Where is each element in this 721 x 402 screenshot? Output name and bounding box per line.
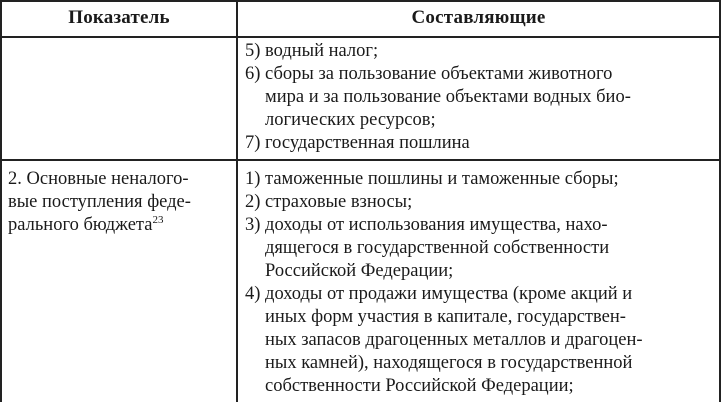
list-item: 4) доходы от продажи имущества (кроме акций и: [245, 284, 633, 304]
list-item: 3) доходы от использования имущества, нахо-: [245, 215, 608, 235]
list-item-continuation: иных форм участия в капитале, государствен-: [265, 307, 626, 327]
indicator-line: вые поступления феде-: [8, 192, 191, 212]
list-item: 7) государственная пошлина: [245, 133, 470, 153]
list-item-continuation: мира и за пользование объектами водных био-: [265, 87, 631, 107]
row-divider: [0, 159, 721, 161]
column-divider: [236, 0, 238, 402]
list-item-continuation: ных камней), находящегося в государственной: [265, 353, 633, 373]
row1-components: [245, 40, 631, 155]
header-components: Составляющие: [411, 7, 546, 28]
list-item-continuation: ных запасов драгоценных металлов и драгоцен-: [265, 330, 643, 350]
row2-indicator: [8, 168, 191, 237]
indicator-line: [8, 214, 191, 237]
list-item: 1) таможенные пошлины и таможенные сборы;: [245, 169, 619, 189]
footnote-marker: 23: [152, 214, 164, 226]
table-left-border: [0, 0, 2, 402]
indicator-line: 2. Основные неналого-: [8, 169, 189, 189]
list-item-continuation: логических ресурсов;: [265, 110, 436, 130]
header-indicator: Показатель: [68, 7, 170, 28]
list-item-continuation: собственности Российской Федерации;: [265, 376, 574, 396]
header-bottom-border: [0, 36, 721, 38]
list-item: 5) водный налог;: [245, 41, 379, 61]
list-item: 6) сборы за пользование объектами животного: [245, 64, 613, 84]
list-item: 2) страховые взносы;: [245, 192, 413, 212]
row2-components: [245, 168, 643, 398]
indicator-text: рального бюджета: [8, 215, 153, 235]
list-item-continuation: Российской Федерации;: [265, 261, 454, 281]
list-item-continuation: дящегося в государственной собственности: [265, 238, 610, 258]
